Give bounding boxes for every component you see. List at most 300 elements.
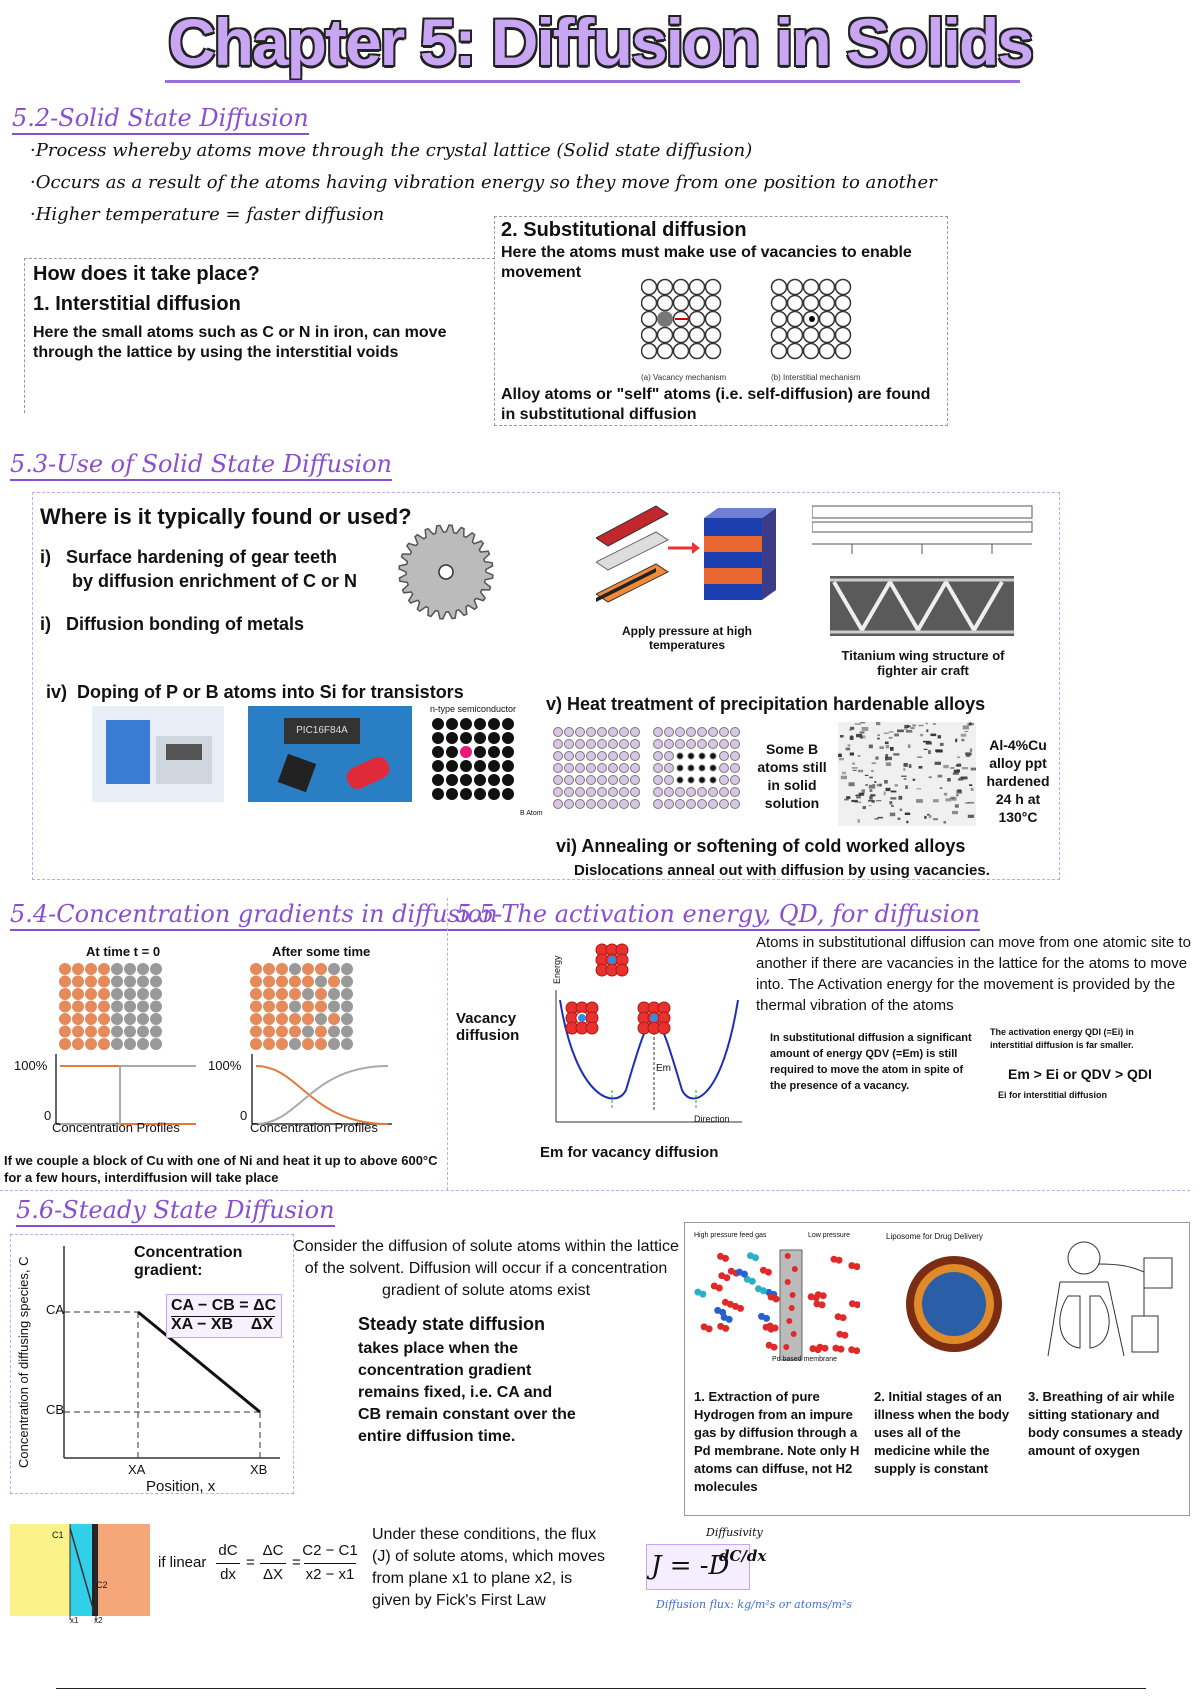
precipitate [852, 763, 855, 765]
cu-ni-atom [72, 976, 84, 988]
precipitate [879, 746, 884, 749]
gas-molecule [773, 1296, 780, 1303]
cu-ni-atom [263, 1026, 275, 1038]
h-atom [783, 1344, 789, 1350]
chip-label: PIC16F84A [284, 718, 360, 744]
lattice-atom [706, 296, 721, 311]
lattice-atom [665, 788, 674, 797]
precipitate [844, 799, 849, 801]
precipitate [838, 754, 842, 758]
lattice-atom [587, 740, 596, 749]
lattice-atom [731, 752, 740, 761]
lattice-atom [609, 776, 618, 785]
cu-ni-atom [111, 963, 123, 975]
c2-c1-label: C2 − C1 [302, 1542, 358, 1559]
lattice-atom [710, 765, 716, 771]
lattice-atom [720, 740, 729, 749]
lattice-atom [709, 728, 718, 737]
precipitate [884, 733, 889, 735]
precipitate [933, 723, 936, 724]
use-item-1: i) Surface hardening of gear teeth [40, 547, 338, 567]
precipitate [956, 794, 958, 796]
lattice-atom [502, 788, 514, 800]
precipitate [919, 766, 923, 769]
precipitate [871, 770, 873, 771]
cu-ni-atom [328, 1013, 340, 1025]
lattice-atom [488, 746, 500, 758]
lattice-atom [598, 752, 607, 761]
lattice-atom [554, 752, 563, 761]
cu-ni-atom [250, 963, 262, 975]
lattice-atom [432, 774, 444, 786]
flux-units-label: Diffusion flux: kg/m²s or atoms/m²s [656, 1598, 853, 1611]
h2-molecule [853, 1347, 860, 1354]
precipitate [917, 757, 922, 758]
precipitate [853, 770, 857, 771]
lattice-atom [820, 344, 835, 359]
energy-axis-label: Energy [552, 955, 562, 984]
gas-molecule [771, 1344, 778, 1351]
ficks-law-j: J = -D [651, 1551, 730, 1581]
precipitate [886, 745, 890, 748]
energy-inequality: Em > Ei or QDV > QDI [1008, 1066, 1152, 1082]
cu-ni-atom [328, 1026, 340, 1038]
c1-label: C1 [52, 1530, 64, 1540]
precipitate [968, 815, 974, 818]
cu-ni-atom [276, 1026, 288, 1038]
lattice-atom [665, 800, 674, 809]
precipitate [938, 775, 943, 778]
n-type-lattice-diagram [430, 716, 516, 802]
lattice-atom [474, 746, 486, 758]
cu-ni-atom [98, 1026, 110, 1038]
cu-ni-atom [302, 963, 314, 975]
lattice-atom [460, 732, 472, 744]
cu-ni-atom [111, 988, 123, 1000]
cu-ni-atom [263, 988, 275, 1000]
cu-ni-atom [137, 1013, 149, 1025]
pct-100-a: 100% [14, 1058, 48, 1073]
cu-ni-atom [289, 1026, 301, 1038]
gas-molecule [726, 1316, 733, 1323]
planes-diagram [10, 1520, 154, 1632]
precipitate [846, 748, 851, 751]
lattice-atom [720, 776, 729, 785]
precipitate [912, 724, 916, 726]
lattice-atom [731, 800, 740, 809]
lattice-atom [554, 740, 563, 749]
lattice-atom [631, 776, 640, 785]
lattice-atom [690, 296, 705, 311]
precipitate [924, 749, 928, 750]
lattice-atom [446, 732, 458, 744]
cu-ni-atom [328, 976, 340, 988]
lattice-atom [488, 788, 500, 800]
cu-ni-atom [124, 1026, 136, 1038]
cu-ni-atom [150, 988, 162, 1000]
precipitate [858, 755, 861, 757]
precipitate [855, 724, 861, 725]
precipitate [872, 762, 877, 764]
alcu-text: Al-4%Cu alloy ppt hardened 24 h at 130°C [986, 737, 1050, 825]
precipitate [935, 749, 942, 751]
x2-label: x2 [94, 1616, 103, 1625]
some-b-text: Some B atoms still in solid solution [757, 741, 827, 811]
precipitate [842, 772, 846, 775]
wing-structure-diagram [812, 502, 1034, 642]
note-3: ·Higher temperature = faster diffusion [30, 204, 385, 225]
lattice-atom [690, 328, 705, 343]
precipitate [955, 804, 959, 807]
section-5-2-heading: 5.2-Solid State Diffusion [12, 104, 309, 135]
lattice-atom [432, 760, 444, 772]
lp-label: Low pressure [808, 1232, 851, 1239]
lattice-atom [674, 328, 689, 343]
cu-ni-atom [59, 1013, 71, 1025]
cu-ni-atom [137, 1001, 149, 1013]
precipitate [865, 784, 868, 786]
cu-ni-atom [150, 963, 162, 975]
cu-ni-atom [137, 988, 149, 1000]
substitutional-text-2: Alloy atoms or "self" atoms (i.e. self-diffusion) are found in substitutional diffusion [501, 386, 931, 423]
section-5-4-heading: 5.4-Concentration gradients in diffusion [10, 900, 498, 931]
lattice-atom [731, 776, 740, 785]
precipitate [839, 758, 844, 760]
precipitate [868, 800, 874, 802]
precipitate [963, 725, 969, 729]
lattice-atom [665, 740, 674, 749]
precipitate [848, 744, 851, 747]
precipitate [928, 750, 931, 754]
cu-ni-atom [302, 1013, 314, 1025]
precipitate [952, 811, 958, 814]
c2-label: C2 [96, 1580, 108, 1590]
lattice-atom [576, 764, 585, 773]
frac-line-3 [304, 1563, 356, 1564]
lattice-atom [488, 732, 500, 744]
gas-molecule [722, 1325, 729, 1332]
steady-state-chart [44, 1246, 284, 1476]
cu-ni-atom [150, 976, 162, 988]
lattice-atom [598, 800, 607, 809]
lattice-atom [674, 344, 689, 359]
gas-molecule [768, 1326, 775, 1333]
precipitate [890, 813, 896, 817]
after-time-label: After some time [272, 944, 371, 959]
precipitate [885, 757, 892, 760]
precipitate [890, 747, 894, 751]
lattice-atom [836, 296, 851, 311]
lattice-atom [460, 718, 472, 730]
cu-ni-atom [124, 1001, 136, 1013]
lattice-atom [654, 728, 663, 737]
activation-energy-chart [546, 930, 746, 1126]
lattice-atom [565, 776, 574, 785]
h-atom [785, 1253, 791, 1259]
microstructure-image [838, 722, 976, 826]
note-1: ·Process whereby atoms move through the crystal lattice (Solid state diffusion) [30, 140, 753, 161]
atom [616, 964, 628, 976]
lattice-atom [836, 280, 851, 295]
cu-ni-atom [302, 1001, 314, 1013]
precipitate [897, 730, 904, 733]
liposome-title: Liposome for Drug Delivery [886, 1232, 983, 1241]
cu-ni-atom [302, 1026, 314, 1038]
lattice-atom [688, 753, 694, 759]
lattice-atom [772, 280, 787, 295]
lattice-atom [772, 328, 787, 343]
lattice-atom [432, 788, 444, 800]
lattice-atom [690, 280, 705, 295]
lattice-atom [587, 788, 596, 797]
precipitate [894, 734, 899, 737]
cu-ni-atom [111, 1001, 123, 1013]
precipitate [909, 764, 912, 768]
cu-ni-atom [263, 1001, 275, 1013]
diffusing-atom [608, 956, 616, 964]
lattice-atom [631, 764, 640, 773]
precipitate [860, 722, 865, 723]
cu-ni-atom [250, 1001, 262, 1013]
use-item-5: v) Heat treatment of precipitation hardenable alloys [546, 694, 986, 714]
gas-molecule [706, 1325, 713, 1332]
precipitate [874, 818, 878, 820]
cu-ni-atom [302, 988, 314, 1000]
precipitate [849, 729, 852, 731]
vacancy-mechanism-diagram [641, 269, 871, 379]
zero-b: 0 [240, 1108, 248, 1123]
lattice-atom [502, 718, 514, 730]
cu-ni-atom [328, 963, 340, 975]
precipitate [913, 779, 916, 781]
lattice-atom [631, 800, 640, 809]
lattice-atom [502, 732, 514, 744]
precipitate [933, 799, 939, 802]
lattice-atom [788, 344, 803, 359]
gas-molecule [741, 1271, 748, 1278]
lattice-atom [731, 788, 740, 797]
precipitate [972, 723, 974, 725]
gas-molecule [723, 1274, 730, 1281]
lattice-atom [446, 746, 458, 758]
gas-molecule [749, 1278, 756, 1285]
lattice-atom [836, 312, 851, 327]
precipitate [920, 734, 923, 736]
lattice-atom [788, 296, 803, 311]
lattice-atom [432, 718, 444, 730]
use-item-4: iv) Doping of P or B atoms into Si for transistors [46, 682, 464, 702]
em-diagram-label: Em [656, 1063, 671, 1074]
lattice-atom [620, 728, 629, 737]
precipitate [917, 788, 922, 789]
lattice-atom [620, 740, 629, 749]
title-underline [165, 80, 1020, 83]
precipitate [884, 792, 886, 796]
lattice-atom [598, 740, 607, 749]
precipitate [903, 768, 905, 771]
interstitial-heading: 1. Interstitial diffusion [33, 293, 241, 315]
cu-ni-atom [341, 988, 353, 1000]
equals-1: = [246, 1554, 255, 1571]
cu-ni-atom [85, 963, 97, 975]
lattice-atom [554, 776, 563, 785]
cu-ni-atom [250, 976, 262, 988]
cu-ni-atom [289, 1001, 301, 1013]
precipitate [858, 819, 860, 823]
precipitate [944, 821, 947, 823]
ficks-law-fraction: dC/dx [719, 1547, 767, 1565]
precipitate [969, 784, 972, 786]
lattice-atom [720, 764, 729, 773]
h-atom [790, 1292, 796, 1298]
bottom-rule [56, 1688, 1146, 1689]
precipitate [919, 725, 924, 726]
precipitate [900, 809, 903, 812]
lattice-atom [642, 344, 657, 359]
xa-label: XA [128, 1462, 146, 1477]
breathing-diagram [1040, 1236, 1180, 1362]
direction-axis-label: Direction [694, 1114, 730, 1124]
cu-ni-atom [85, 976, 97, 988]
cu-ni-atom [137, 976, 149, 988]
precipitate [877, 734, 880, 736]
lattice-atom [576, 776, 585, 785]
ei-caption: Ei for interstitial diffusion [998, 1090, 1108, 1100]
cu-ni-atom [98, 976, 110, 988]
lattice-atom [642, 328, 657, 343]
lattice-atom [677, 777, 683, 783]
lattice-atom [731, 728, 740, 737]
precipitate [860, 732, 865, 734]
lattice-atom [709, 740, 718, 749]
example-3: 3. Breathing of air while sitting stationary and body consumes a steady amount of oxygen [1028, 1389, 1183, 1458]
precipitate [926, 729, 928, 732]
delta-c-label: ΔC [262, 1542, 284, 1559]
precipitate [895, 784, 898, 786]
lattice-atom [598, 764, 607, 773]
lattice-atom [687, 800, 696, 809]
precipitate [961, 739, 964, 742]
pct-100-b: 100% [208, 1058, 242, 1073]
substitutional-box [494, 216, 948, 426]
lattice-atom [698, 728, 707, 737]
cu-ni-atom [263, 976, 275, 988]
lattice-atom [587, 800, 596, 809]
section-5-3-heading: 5.3-Use of Solid State Diffusion [10, 450, 392, 481]
lattice-atom [658, 328, 673, 343]
gas-molecule [763, 1315, 770, 1322]
lattice-atom [432, 746, 444, 758]
lattice-atom [699, 765, 705, 771]
cu-ni-atom [98, 1001, 110, 1013]
precipitate [929, 776, 932, 778]
lattice-atom [576, 788, 585, 797]
precipitate [967, 723, 971, 726]
lattice-atom [565, 764, 574, 773]
lattice-atom [820, 328, 835, 343]
precipitate [886, 788, 891, 791]
if-linear-label: if linear [158, 1554, 207, 1571]
cu-ni-atom [276, 1013, 288, 1025]
cu-ni-atom [250, 1026, 262, 1038]
cu-ni-atom [150, 1013, 162, 1025]
profile-label-2: Concentration Profiles [250, 1120, 378, 1135]
cu-ni-atom [315, 1026, 327, 1038]
precipitate [971, 768, 976, 771]
precipitate [931, 734, 937, 737]
lattice-atom [488, 760, 500, 772]
lattice-atom [474, 774, 486, 786]
dx-label: dx [220, 1566, 236, 1583]
cu-ni-atom [341, 1013, 353, 1025]
gear-hole [439, 565, 453, 579]
cu-ni-atom [59, 963, 71, 975]
lattice-atom [677, 765, 683, 771]
b-atom-label: B Atom [520, 810, 543, 817]
precipitate [959, 777, 964, 780]
h-atom [791, 1331, 797, 1337]
lattice-atom [631, 788, 640, 797]
cu-ni-atom [341, 1026, 353, 1038]
precipitate [970, 749, 972, 752]
precipitate [967, 802, 974, 804]
cu-ni-atom [59, 988, 71, 1000]
lattice-atom [676, 800, 685, 809]
lattice-atom [502, 746, 514, 758]
dc-label: dC [218, 1542, 238, 1559]
precipitate [954, 770, 960, 773]
h2-molecule [819, 1301, 826, 1308]
precipitate [910, 727, 914, 729]
lattice-atom [698, 740, 707, 749]
interstitial-atom-icon [809, 316, 815, 322]
vacancy-diffusion-label: Vacancy diffusion [456, 1010, 520, 1044]
precipitate [906, 821, 908, 823]
lattice-atom [631, 740, 640, 749]
cu-ni-atom [111, 1026, 123, 1038]
precipitate [862, 789, 866, 792]
interstitial-text: Here the small atoms such as C or N in iron, can move through the lattice by using the interstitial voids [33, 324, 447, 361]
lattice-atom [804, 296, 819, 311]
lattice-atom [554, 764, 563, 773]
cu-ni-atom [315, 963, 327, 975]
lattice-atom [665, 776, 674, 785]
lattice-atom [720, 800, 729, 809]
cu-ni-atom [289, 988, 301, 1000]
precipitate [908, 744, 911, 748]
cu-ni-atom [124, 988, 136, 1000]
lattice-atom [690, 344, 705, 359]
lattice-atom [690, 312, 705, 327]
example-1: 1. Extraction of pure Hydrogen from an impure gas by diffusion through a Pd membrane. Note only H atoms can diffuse, not H2 molecules [694, 1389, 860, 1494]
pressure-caption: Apply pressure at high temperatures [621, 624, 753, 652]
cu-ni-atom [328, 1001, 340, 1013]
cu-ni-atom [276, 976, 288, 988]
use-item-2: i) Diffusion bonding of metals [40, 614, 304, 634]
cu-ni-atom [72, 1013, 84, 1025]
lattice-atom [620, 800, 629, 809]
cu-ni-atom [137, 963, 149, 975]
precipitate [891, 805, 894, 807]
precipitate [889, 801, 892, 804]
lattice-atom [665, 752, 674, 761]
lattice-atom [710, 753, 716, 759]
precipitate [851, 800, 858, 802]
caption-interstitial: (b) Interstitial mechanism [771, 373, 861, 382]
lattice-atom [676, 740, 685, 749]
cu-ni-atom [59, 1026, 71, 1038]
cu-ni-atom [124, 976, 136, 988]
